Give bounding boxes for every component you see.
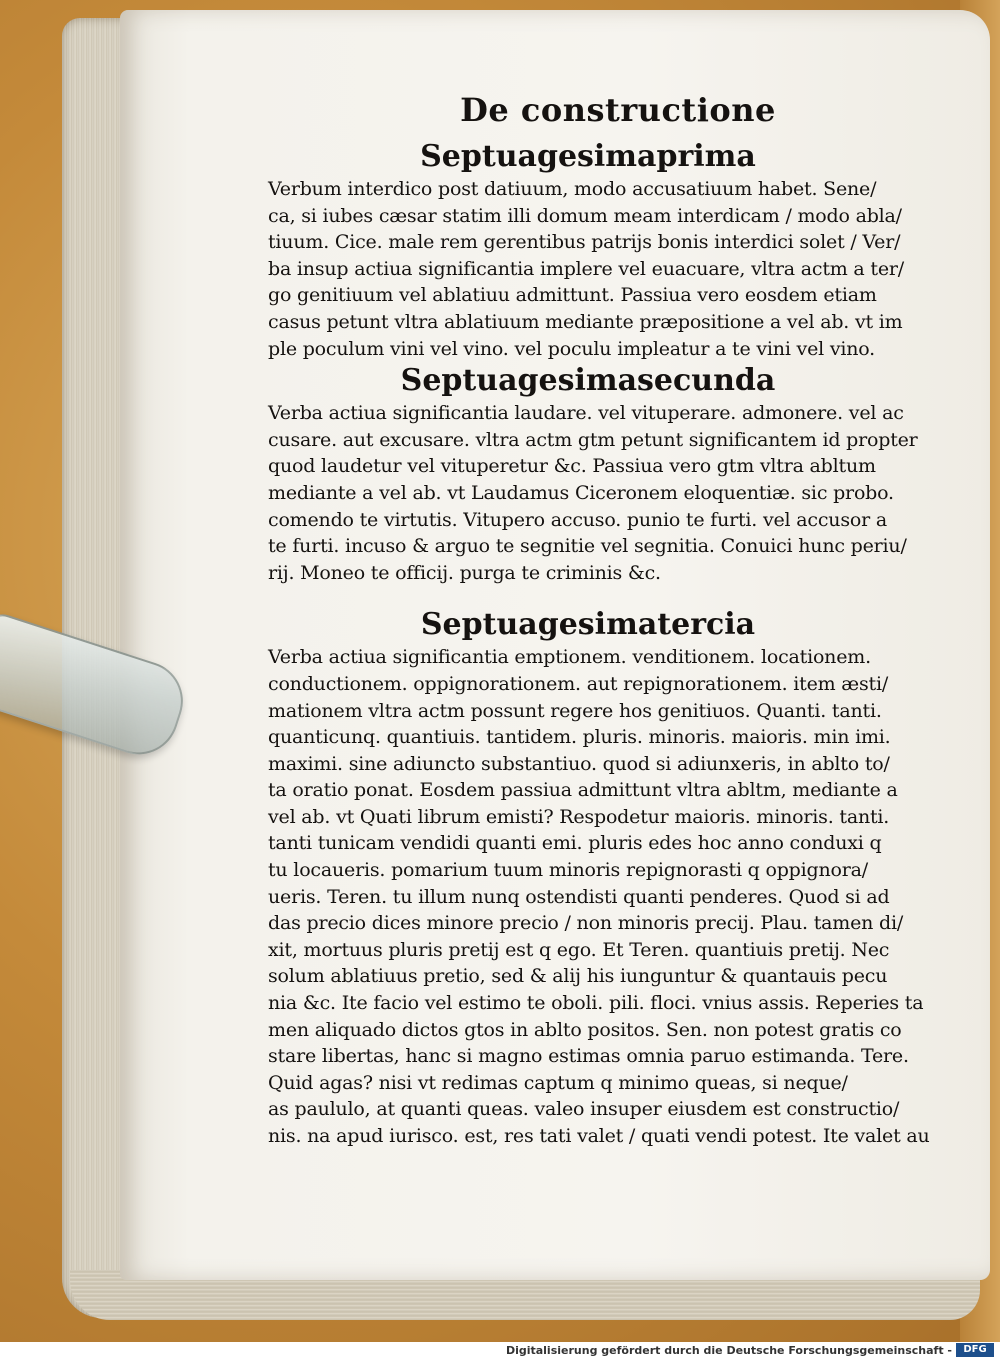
section-body <box>268 176 908 362</box>
text-line: go genitiuum vel ablatiuu admittunt. Passiua vero eosdem etiam <box>268 284 877 307</box>
text-line: rij. Moneo te officij. purga te criminis &c. <box>268 561 661 584</box>
dfg-logo-icon: DFG <box>956 1343 994 1357</box>
text-line: xit, mortuus pluris pretij est q ego. Et Teren. quantiuis pretij. Nec <box>268 938 890 961</box>
text-line: nia &c. Ite facio vel estimo te oboli. pili. floci. vnius assis. Reperies ta <box>268 992 924 1015</box>
text-line: nis. na apud iurisco. est, res tati valet / quati vendi potest. Ite valet au <box>268 1125 930 1147</box>
text-line: ple poculum vini vel vino. vel poculu impleatur a te vini vel vino. <box>268 337 876 360</box>
text-line: Verba actiua significantia laudare. vel vituperare. admonere. vel ac <box>268 402 904 425</box>
page-text-block <box>268 88 930 1150</box>
text-line: te furti. incuso & arguo te segnitie vel segnitia. Conuici hunc periu/ <box>268 535 907 558</box>
footer-credit: Digitalisierung gefördert durch die Deutsche Forschungsgemeinschaft - <box>505 1344 952 1357</box>
text-line: ca, si iubes cæsar statim illi domum meam interdicam / modo abla/ <box>268 204 902 227</box>
text-line: maximi. sine adiuncto substantiuo. quod si adiunxeris, in ablto to/ <box>268 752 890 775</box>
text-line: vel ab. vt Quati librum emisti? Respodetur maioris. minoris. tanti. <box>268 805 890 828</box>
text-line: das precio dices minore precio / non minoris precij. Plau. tamen di/ <box>268 912 904 935</box>
section-heading: Septuagesimaprima <box>420 139 756 174</box>
section-heading: Septuagesimatercia <box>420 607 756 643</box>
text-line: men aliquado dictos gtos in ablto positos. Sen. non potest gratis co <box>268 1018 902 1041</box>
text-line: ta oratio ponat. Eosdem passiua admittunt vltra abltm, mediante a <box>268 779 898 802</box>
text-line: mationem vltra actm possunt regere hos genitiuos. Quanti. tanti. <box>268 699 882 722</box>
text-line: quanticunq. quantiuis. tantidem. pluris. minoris. maioris. min imi. <box>268 726 891 749</box>
text-line: mediante a vel ab. vt Laudamus Ciceronem eloquentiæ. sic probo. <box>268 481 894 504</box>
text-line: Quid agas? nisi vt redimas captum q minimo queas, si neque/ <box>268 1071 848 1094</box>
text-line: ueris. Teren. tu illum nunq ostendisti quanti penderes. Quod si ad <box>268 885 890 908</box>
text-line: conductionem. oppignorationem. aut repignorationem. item æsti/ <box>268 672 889 695</box>
text-line: quod laudetur vel vituperetur &c. Passiua vero gtm vltra abltum <box>268 455 876 478</box>
text-line: tiuum. Cice. male rem gerentibus patrijs bonis interdici solet / Ver/ <box>268 231 901 254</box>
text-line: solum ablatiuus pretio, sed & alij his iunguntur & quantauis pecu <box>268 965 888 988</box>
text-line: Verbum interdico post datiuum, modo accusatiuum habet. Sene/ <box>268 178 877 200</box>
section-body <box>268 644 930 1149</box>
section-gap <box>268 586 908 606</box>
text-line: casus petunt vltra ablatiuum mediante præpositione a vel ab. vt im <box>268 310 903 333</box>
text-line: tu locaueris. pomarium tuum minoris repignorasti q oppignora/ <box>268 859 868 882</box>
text-line: cusare. aut excusare. vltra actm gtm petunt significantem id propter <box>268 428 918 451</box>
page-title: De constructione <box>460 91 776 129</box>
text-line: Verba actiua significantia emptionem. venditionem. locationem. <box>268 646 871 669</box>
text-line: ba insup actiua significantia implere vel euacuare, vltra actm a ter/ <box>268 257 904 280</box>
text-line: as paululo, at quanti queas. valeo insuper eiusdem est constructio/ <box>268 1098 900 1121</box>
section-body <box>268 400 918 586</box>
text-line: comendo te virtutis. Vitupero accuso. punio te furti. vel accusor a <box>268 508 887 531</box>
text-line: tanti tunicam vendidi quanti emi. pluris edes hoc anno conduxi q <box>268 832 882 855</box>
section-heading: Septuagesimasecunda <box>400 363 776 399</box>
text-line: stare libertas, hanc si magno estimas omnia paruo estimanda. Tere. <box>268 1045 909 1068</box>
